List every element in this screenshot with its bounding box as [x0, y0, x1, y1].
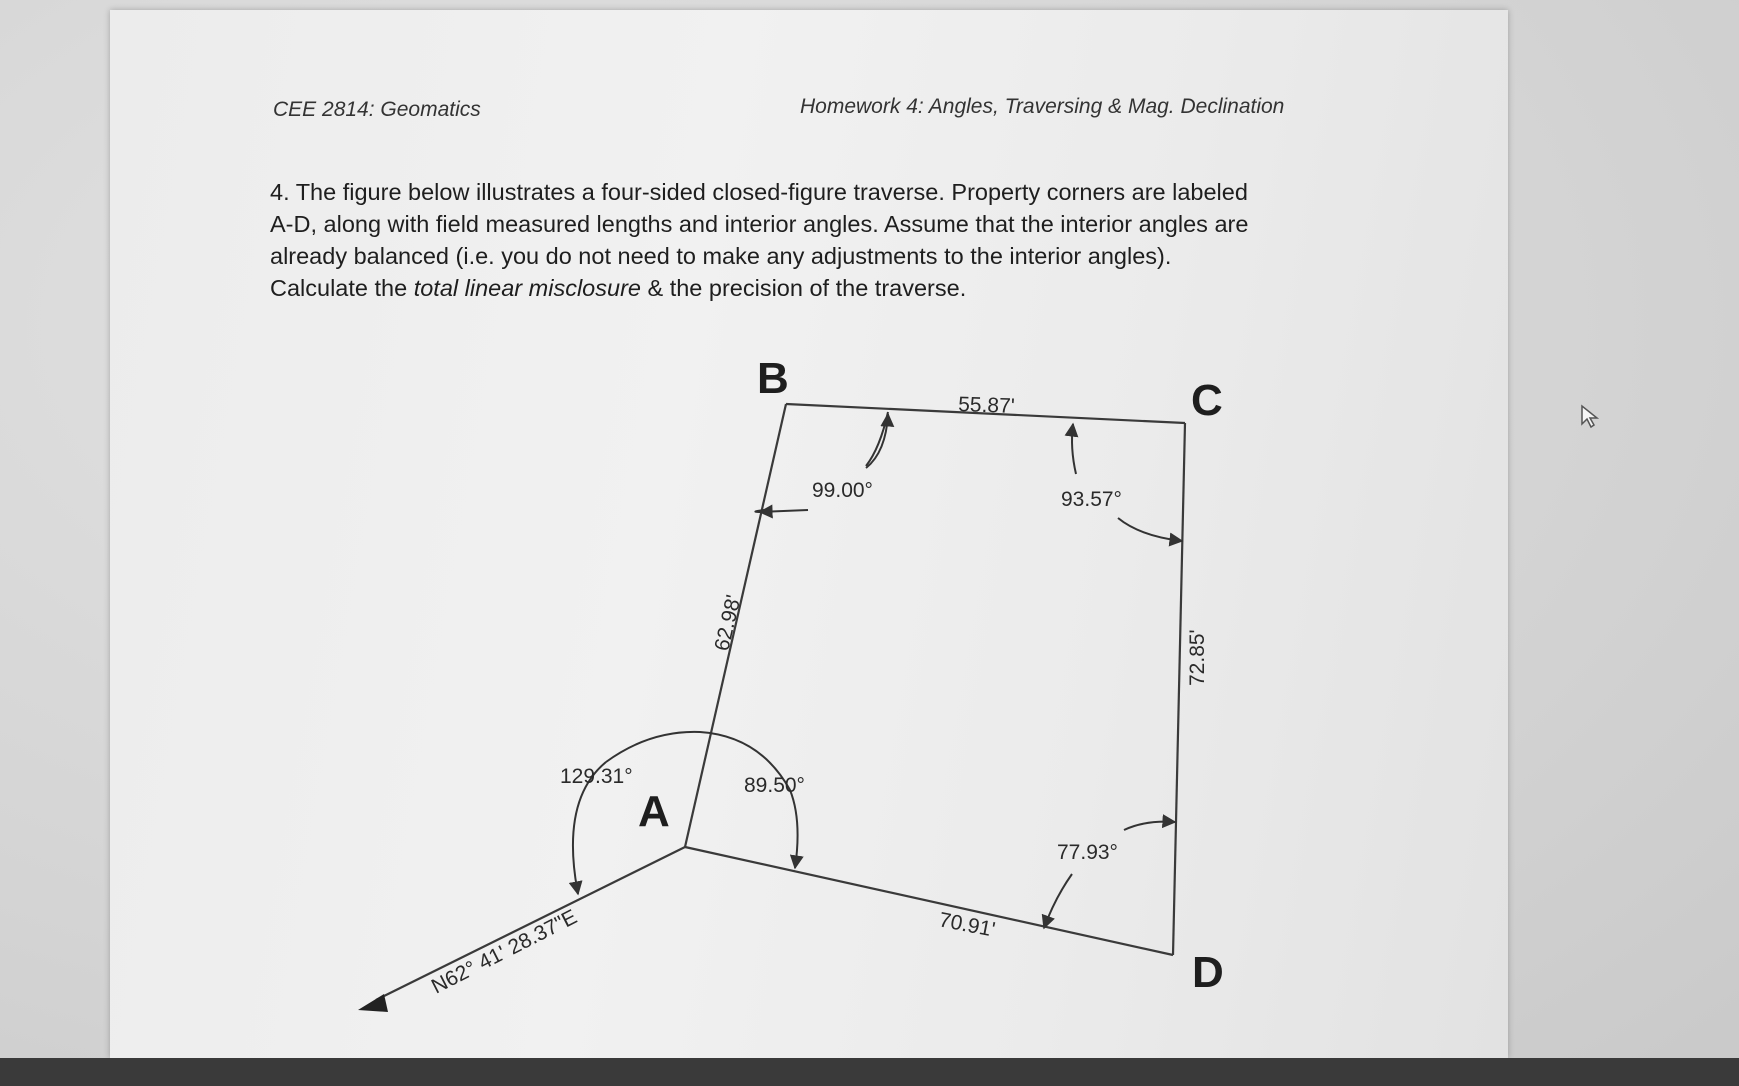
- side-cd: [1173, 423, 1185, 955]
- corner-label-a: A: [638, 787, 670, 836]
- angle-d: 77.93°: [1057, 841, 1118, 864]
- angle-a: 89.50°: [744, 774, 805, 797]
- problem-line: A-D, along with field measured lengths and interior angles. Assume that the interior angles are: [270, 211, 1249, 237]
- corner-label-c: C: [1191, 376, 1223, 425]
- angle-arc-c-right: [1118, 518, 1182, 541]
- problem-line: 4. The figure below illustrates a four-sided closed-figure traverse. Property corners are labeled: [270, 179, 1248, 205]
- length-ab: 62.98': [710, 592, 746, 654]
- angle-c: 93.57°: [1061, 488, 1122, 511]
- problem-line: already balanced (i.e. you do not need to make any adjustments to the interior angles).: [270, 243, 1172, 269]
- angle-arc-d-low: [1044, 874, 1072, 928]
- corner-label-d: D: [1192, 948, 1224, 997]
- course-title: CEE 2814: Geomatics: [273, 98, 481, 121]
- angle-arc-a: [606, 732, 798, 868]
- corner-label-b: B: [757, 354, 789, 403]
- reference-angle: 129.31°: [560, 765, 633, 788]
- length-bc: 55.87': [957, 393, 1016, 418]
- bearing-label: N62° 41' 28.37"E: [427, 905, 581, 999]
- north-arrow-head: [358, 994, 388, 1012]
- angle-arc-c: [1072, 424, 1076, 474]
- assignment-title: Homework 4: Angles, Traversing & Mag. Declination: [800, 95, 1285, 118]
- emphasized-term: total linear misclosure: [413, 275, 641, 301]
- angle-arc-b-left: [760, 510, 808, 512]
- angle-b: 99.00°: [812, 479, 873, 502]
- problem-text: & the precision of the traverse.: [640, 275, 967, 301]
- problem-text: Calculate the: [270, 275, 414, 301]
- length-da: 70.91': [937, 908, 997, 942]
- length-cd: 72.85': [1186, 629, 1209, 686]
- monitor-bezel: [0, 1058, 1739, 1086]
- angle-arc-d: [1124, 822, 1175, 830]
- bearing-line: [376, 847, 685, 1000]
- mouse-cursor-icon: [1580, 404, 1600, 430]
